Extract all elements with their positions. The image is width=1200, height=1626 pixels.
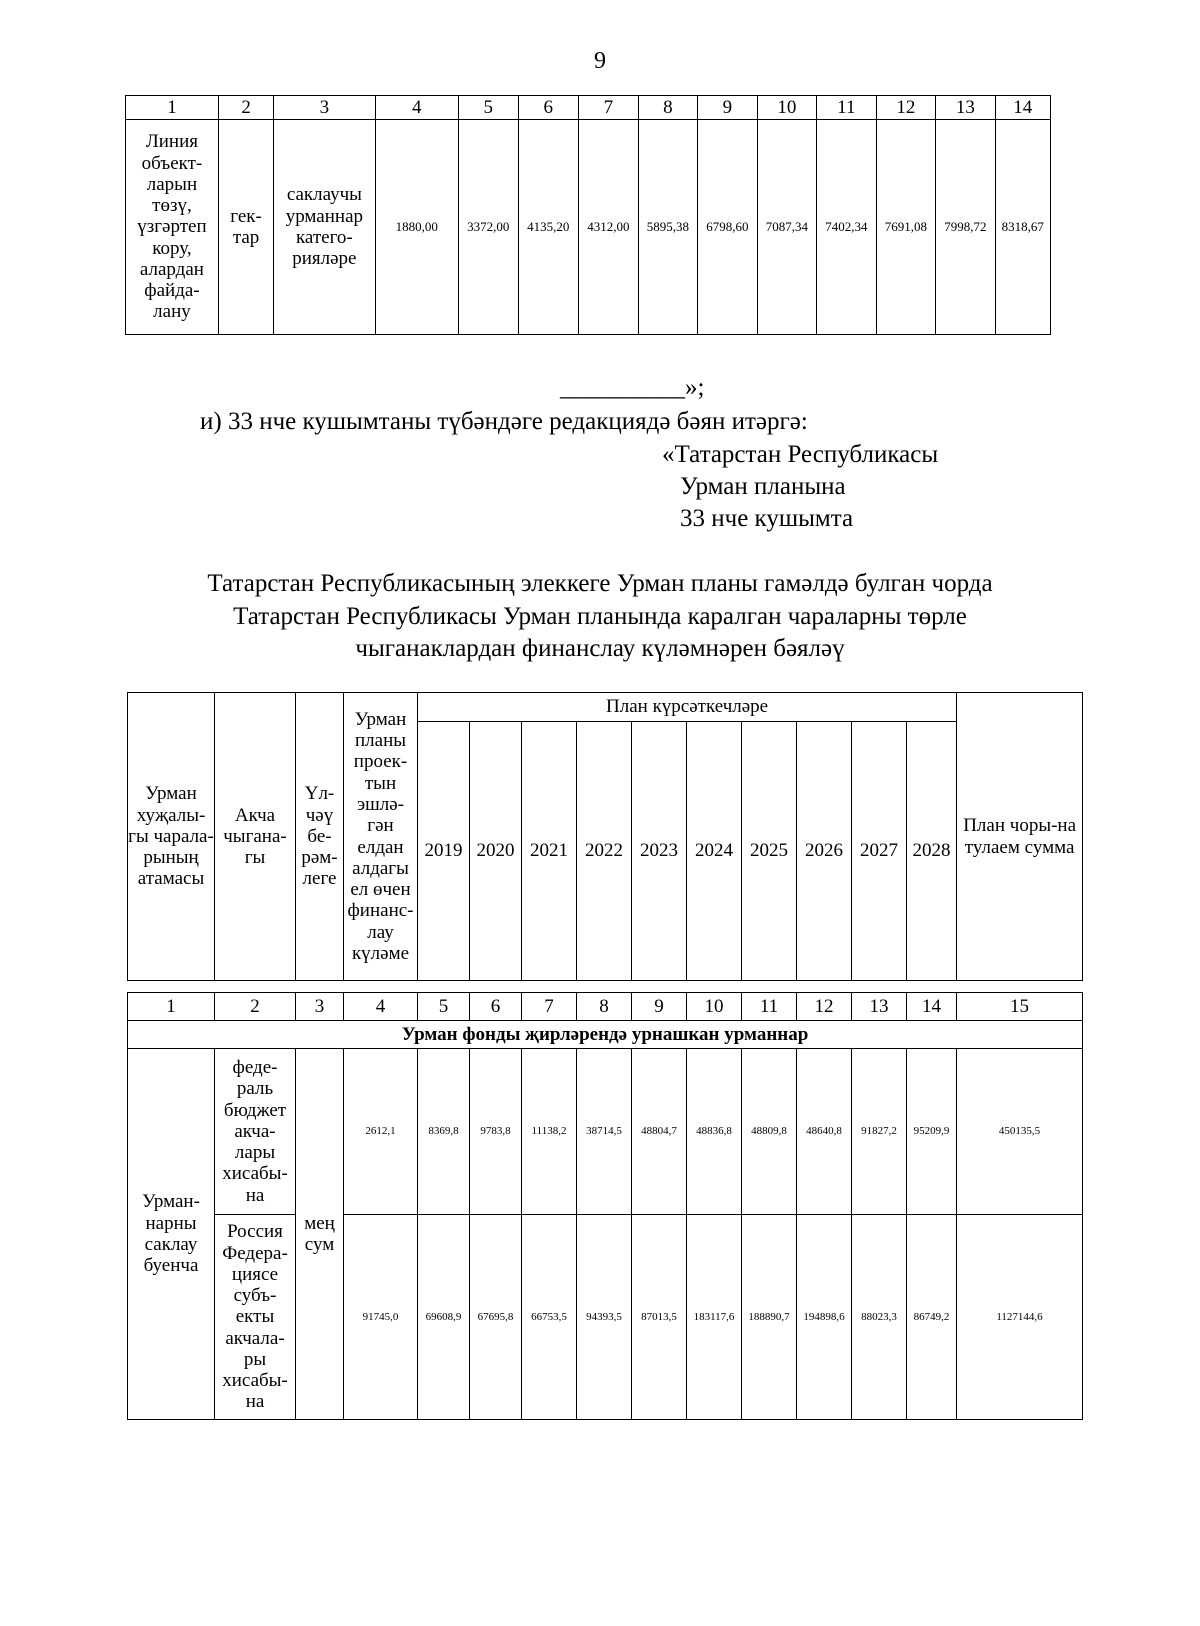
value-cell: 6798,60 bbox=[698, 120, 758, 335]
col-number: 13 bbox=[936, 96, 996, 120]
continued-table bbox=[125, 95, 1051, 335]
col-number: 8 bbox=[638, 96, 698, 120]
value-cell: 188890,7 bbox=[742, 1215, 797, 1420]
col-number: 15 bbox=[957, 993, 1083, 1021]
financing-table-body bbox=[127, 992, 1083, 1420]
header-total: План чоры-на тулаем сумма bbox=[957, 693, 1083, 981]
header-base-volume: Урман планы проек-тын эшлә-гән елдан алдагы ел өчен финанс-лау күләме bbox=[344, 693, 418, 981]
col-number: 6 bbox=[518, 96, 579, 120]
col-number: 2 bbox=[215, 993, 296, 1021]
col-number: 12 bbox=[797, 993, 852, 1021]
header-year: 2027 bbox=[852, 722, 907, 981]
closing-mark: __________»; bbox=[560, 374, 705, 401]
value-cell: 88023,3 bbox=[852, 1215, 907, 1420]
header-year: 2026 bbox=[797, 722, 852, 981]
header-year: 2025 bbox=[742, 722, 797, 981]
col-number: 14 bbox=[995, 96, 1050, 120]
col-number: 14 bbox=[907, 993, 957, 1021]
value-cell: 5895,38 bbox=[638, 120, 698, 335]
col-number: 1 bbox=[126, 96, 219, 120]
value-cell: 48809,8 bbox=[742, 1049, 797, 1215]
col-number: 3 bbox=[296, 993, 344, 1021]
instruction: и) 33 нче кушымтаны түбәндәге редакциядә бәян итәргә: bbox=[200, 408, 808, 435]
financing-table-header bbox=[127, 692, 1083, 981]
col-number: 11 bbox=[817, 96, 877, 120]
header-unit: Үл-чәү бе-рәм-леге bbox=[296, 693, 344, 981]
col-number: 11 bbox=[742, 993, 797, 1021]
value-cell: 38714,5 bbox=[577, 1049, 632, 1215]
value-cell: 1880,00 bbox=[375, 120, 459, 335]
title-line-2: Татарстан Республикасы Урман планында каралган чараларны төрле bbox=[233, 602, 967, 630]
value-cell: 3372,00 bbox=[459, 120, 519, 335]
col-number: 5 bbox=[418, 993, 470, 1021]
col-number: 3 bbox=[274, 96, 375, 120]
unit-cell: мең сум bbox=[296, 1049, 344, 1420]
col-number: 10 bbox=[687, 993, 742, 1021]
header-year: 2021 bbox=[522, 722, 577, 981]
col-number: 7 bbox=[579, 96, 639, 120]
value-cell: 8369,8 bbox=[418, 1049, 470, 1215]
col-number: 5 bbox=[459, 96, 519, 120]
source-cell: феде-раль бюджет акча-лары хисабы-на bbox=[215, 1049, 296, 1215]
value-cell: 86749,2 bbox=[907, 1215, 957, 1420]
value-cell: 11138,2 bbox=[522, 1049, 577, 1215]
value-cell: 69608,9 bbox=[418, 1215, 470, 1420]
base-cell: 2612,1 bbox=[344, 1049, 418, 1215]
header-source: Акча чыгана-гы bbox=[215, 693, 296, 981]
source-cell: Россия Федера-циясе субъ-екты акчала-ры хисабы-на bbox=[215, 1215, 296, 1420]
header-year: 2019 bbox=[418, 722, 470, 981]
header-year: 2024 bbox=[687, 722, 742, 981]
value-cell: 4135,20 bbox=[518, 120, 579, 335]
value-cell: 9783,8 bbox=[470, 1049, 522, 1215]
category-cell: саклаучы урманнар катего-рияләре bbox=[274, 120, 375, 335]
title-line-1: Татарстан Республикасының элеккеге Урман планы гамәлдә булган чорда bbox=[207, 570, 993, 597]
section-header: Урман фонды җирләрендә урнашкан урманнар bbox=[128, 1021, 1083, 1049]
document-title bbox=[120, 568, 1080, 666]
table-row bbox=[128, 1215, 1083, 1420]
total-cell: 1127144,6 bbox=[957, 1215, 1083, 1420]
value-cell: 67695,8 bbox=[470, 1215, 522, 1420]
col-number: 8 bbox=[577, 993, 632, 1021]
col-number: 7 bbox=[522, 993, 577, 1021]
col-number: 4 bbox=[375, 96, 459, 120]
col-number: 1 bbox=[128, 993, 215, 1021]
header-year: 2020 bbox=[470, 722, 522, 981]
col-number: 2 bbox=[218, 96, 273, 120]
value-cell: 8318,67 bbox=[995, 120, 1050, 335]
title-line-3: чыганаклардан финанслау күләмнәрен бәяләү bbox=[355, 635, 845, 662]
activity-cell: Урман-нарны саклау буенча bbox=[128, 1049, 215, 1420]
value-cell: 7087,34 bbox=[757, 120, 817, 335]
value-cell: 94393,5 bbox=[577, 1215, 632, 1420]
value-cell: 48836,8 bbox=[687, 1049, 742, 1215]
col-number: 12 bbox=[876, 96, 936, 120]
value-cell: 48804,7 bbox=[632, 1049, 687, 1215]
header-year: 2022 bbox=[577, 722, 632, 981]
base-cell: 91745,0 bbox=[344, 1215, 418, 1420]
value-cell: 7402,34 bbox=[817, 120, 877, 335]
header-activity: Урман хуҗалы-гы чарала-рының атамасы bbox=[128, 693, 215, 981]
table-row bbox=[126, 120, 1051, 335]
appendix-line-1: «Татарстан Республикасы bbox=[662, 441, 939, 468]
header-year: 2028 bbox=[907, 722, 957, 981]
col-number: 10 bbox=[757, 96, 817, 120]
value-cell: 7691,08 bbox=[876, 120, 936, 335]
column-number-row bbox=[126, 96, 1051, 120]
col-number: 9 bbox=[632, 993, 687, 1021]
total-cell: 450135,5 bbox=[957, 1049, 1083, 1215]
value-cell: 48640,8 bbox=[797, 1049, 852, 1215]
header-plan-group: План күрсәткечләре bbox=[418, 693, 957, 722]
appendix-line-2: Урман планына bbox=[680, 473, 846, 500]
col-number: 6 bbox=[470, 993, 522, 1021]
value-cell: 183117,6 bbox=[687, 1215, 742, 1420]
value-cell: 4312,00 bbox=[579, 120, 639, 335]
value-cell: 91827,2 bbox=[852, 1049, 907, 1215]
unit-cell: гек-тар bbox=[218, 120, 273, 335]
table-row bbox=[128, 1049, 1083, 1215]
value-cell: 95209,9 bbox=[907, 1049, 957, 1215]
col-number: 4 bbox=[344, 993, 418, 1021]
header-year: 2023 bbox=[632, 722, 687, 981]
col-number: 9 bbox=[698, 96, 758, 120]
appendix-line-3: 33 нче кушымта bbox=[680, 505, 854, 532]
value-cell: 194898,6 bbox=[797, 1215, 852, 1420]
activity-cell: Линия объект-ларын төзү, үзгәртеп кору, алардан файда-лану bbox=[126, 120, 219, 335]
value-cell: 7998,72 bbox=[936, 120, 996, 335]
column-number-row bbox=[128, 993, 1083, 1021]
col-number: 13 bbox=[852, 993, 907, 1021]
value-cell: 66753,5 bbox=[522, 1215, 577, 1420]
value-cell: 87013,5 bbox=[632, 1215, 687, 1420]
page-number: 9 bbox=[594, 48, 606, 74]
